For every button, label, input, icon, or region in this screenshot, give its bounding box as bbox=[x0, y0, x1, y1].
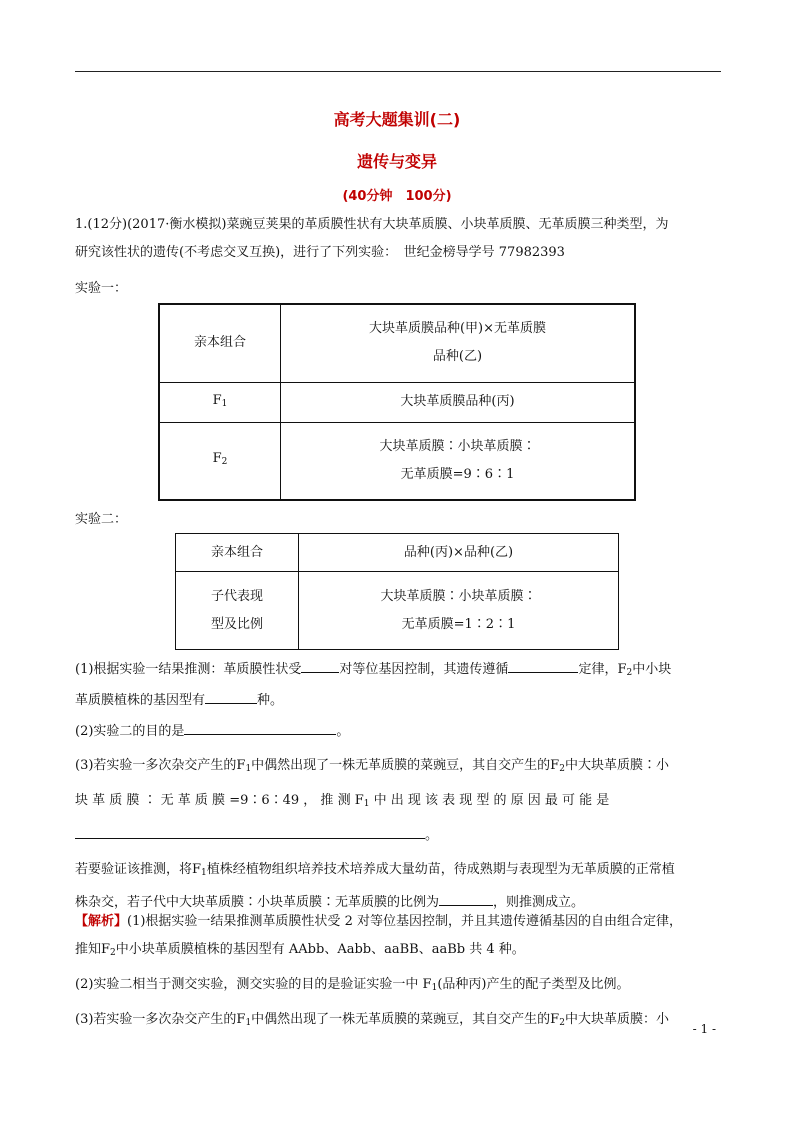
subscript: 1 bbox=[245, 1018, 252, 1028]
question-line bbox=[75, 822, 723, 850]
table-cell-head bbox=[159, 382, 281, 422]
answer-blank bbox=[205, 689, 257, 704]
question-line bbox=[75, 856, 723, 887]
table-cell-head bbox=[159, 422, 281, 500]
answer-blank bbox=[75, 824, 425, 839]
question-part3 bbox=[75, 752, 723, 917]
question-part2 bbox=[75, 718, 723, 746]
page-subtitle: 遗传与变异 bbox=[356, 152, 437, 171]
answer-blank bbox=[508, 658, 578, 673]
page-title: 高考大题集训(二) bbox=[333, 110, 461, 129]
exam-meta: (40分钟 100分) bbox=[342, 189, 452, 204]
subscript: 1 bbox=[221, 398, 228, 409]
text: 。 bbox=[425, 828, 439, 843]
text: (品种丙)产生的配子类型及比例。 bbox=[437, 977, 630, 992]
cell-text: F bbox=[212, 392, 222, 408]
table-cell-value: 大块革质膜品种(丙) bbox=[281, 382, 636, 422]
text: (3)若实验一多次杂交产生的F bbox=[75, 1012, 246, 1027]
page-number: - 1 - bbox=[692, 1022, 716, 1036]
table-cell-head: 亲本组合 bbox=[159, 304, 281, 382]
text: (1)根据实验一结果推测革质膜性状受 2 对等位基因控制，并且其遗传遵循基因的自由组合定律， bbox=[127, 914, 682, 929]
subscript: 2 bbox=[559, 764, 565, 774]
question-intro-line2: 研究该性状的遗传(不考虑交叉互换)，进行了下列实验： 世纪金榜导学号 77982393 bbox=[75, 245, 565, 260]
experiment1-table bbox=[158, 303, 636, 501]
text: 中 出 现 该 表 现 型 的 原 因 最 可 能 是 bbox=[369, 793, 610, 808]
cell-line: 大块革质膜品种(甲)×无革质膜 bbox=[368, 321, 547, 337]
subscript: 2 bbox=[110, 948, 116, 958]
text: 定律，F bbox=[578, 662, 627, 677]
question-line bbox=[75, 656, 723, 687]
question-part1 bbox=[75, 656, 723, 715]
subscript: 1 bbox=[431, 983, 438, 993]
answer-blank bbox=[184, 720, 336, 735]
text: 块 革 质 膜 ∶ 无 革 质 膜 =9∶6∶49 ， 推 测 F bbox=[75, 793, 364, 808]
experiment2-label: 实验二： bbox=[75, 512, 128, 527]
cell-text: F bbox=[212, 451, 222, 467]
table-row bbox=[159, 422, 635, 500]
table-cell-value bbox=[281, 422, 636, 500]
table-row bbox=[176, 534, 619, 572]
experiment1-label: 实验一： bbox=[75, 281, 128, 296]
text: 中偶然出现了一株无革质膜的菜豌豆，其自交产生的F bbox=[251, 758, 560, 773]
text: 株杂交，若子代中大块革质膜∶小块革质膜∶无革质膜的比例为 bbox=[75, 895, 440, 910]
answer-blank bbox=[301, 658, 339, 673]
text: 推知F bbox=[75, 942, 111, 957]
answer-line bbox=[75, 1006, 723, 1037]
subscript: 1 bbox=[363, 799, 370, 809]
analysis-tag: 【解析】 bbox=[75, 914, 128, 929]
table-cell-value: 品种(丙)×品种(乙) bbox=[299, 534, 619, 572]
table-row bbox=[159, 304, 635, 382]
table-cell-value bbox=[299, 572, 619, 650]
table-cell-head: 亲本组合 bbox=[176, 534, 299, 572]
question-line bbox=[75, 752, 723, 783]
text: 革质膜植株的基因型有 bbox=[75, 693, 206, 708]
text: (1)根据实验一结果推测：革质膜性状受 bbox=[75, 662, 302, 677]
text: (2)实验二的目的是 bbox=[75, 724, 185, 739]
subscript: 2 bbox=[221, 457, 228, 468]
text: ，则推测成立。 bbox=[493, 895, 585, 910]
text: 若要验证该推测，将F bbox=[75, 862, 202, 877]
answer-line bbox=[75, 908, 723, 936]
text: 中大块革质膜∶小 bbox=[564, 758, 669, 773]
text: (3)若实验一多次杂交产生的F bbox=[75, 758, 246, 773]
text: 。 bbox=[336, 724, 350, 739]
subscript: 1 bbox=[201, 868, 207, 878]
cell-line: 大块革质膜∶小块革质膜∶ bbox=[380, 588, 537, 604]
experiment2-table bbox=[175, 533, 619, 650]
question-intro-line1: 1.(12分)(2017·衡水模拟)菜豌豆荚果的革质膜性状有大块革质膜、小块革质膜、无革质膜三种类型，为 bbox=[75, 217, 669, 232]
cell-line: 无革质膜=9∶6∶1 bbox=[400, 466, 515, 482]
question-line bbox=[75, 787, 723, 818]
answer-blank bbox=[439, 891, 493, 906]
text: 中大块革质膜：小 bbox=[564, 1012, 669, 1027]
text: 中偶然出现了一株无革质膜的菜豌豆，其自交产生的F bbox=[251, 1012, 560, 1027]
table-row bbox=[159, 382, 635, 422]
question-line bbox=[75, 687, 723, 715]
subscript: 2 bbox=[559, 1018, 565, 1028]
answer-section bbox=[75, 908, 723, 1037]
header-rule bbox=[75, 71, 721, 72]
cell-line: 大块革质膜∶小块革质膜∶ bbox=[379, 438, 536, 454]
cell-line: 无革质膜=1∶2∶1 bbox=[401, 616, 516, 632]
table-cell-head bbox=[176, 572, 299, 650]
text: 中小块 bbox=[632, 662, 672, 677]
subscript: 2 bbox=[626, 668, 633, 678]
answer-line bbox=[75, 936, 723, 967]
answer-line bbox=[75, 971, 723, 1002]
question-intro bbox=[75, 211, 723, 267]
table-cell-value bbox=[281, 304, 636, 382]
cell-line: 品种(乙) bbox=[432, 349, 483, 365]
table-row bbox=[176, 572, 619, 650]
cell-line: 子代表现 bbox=[210, 588, 263, 604]
text: 对等位基因控制，其遗传遵循 bbox=[339, 662, 509, 677]
text: 种。 bbox=[257, 693, 284, 708]
subscript: 1 bbox=[245, 764, 252, 774]
text: 植株经植物组织培养技术培养成大量幼苗，待成熟期与表现型为无革质膜的正常植 bbox=[206, 862, 675, 877]
text: (2)实验二相当于测交实验，测交实验的目的是验证实验一中 F bbox=[75, 977, 432, 992]
cell-line: 型及比例 bbox=[210, 616, 263, 632]
text: 中小块革质膜植株的基因型有 AAbb、Aabb、aaBB、aaBb 共 4 种。 bbox=[115, 942, 525, 957]
